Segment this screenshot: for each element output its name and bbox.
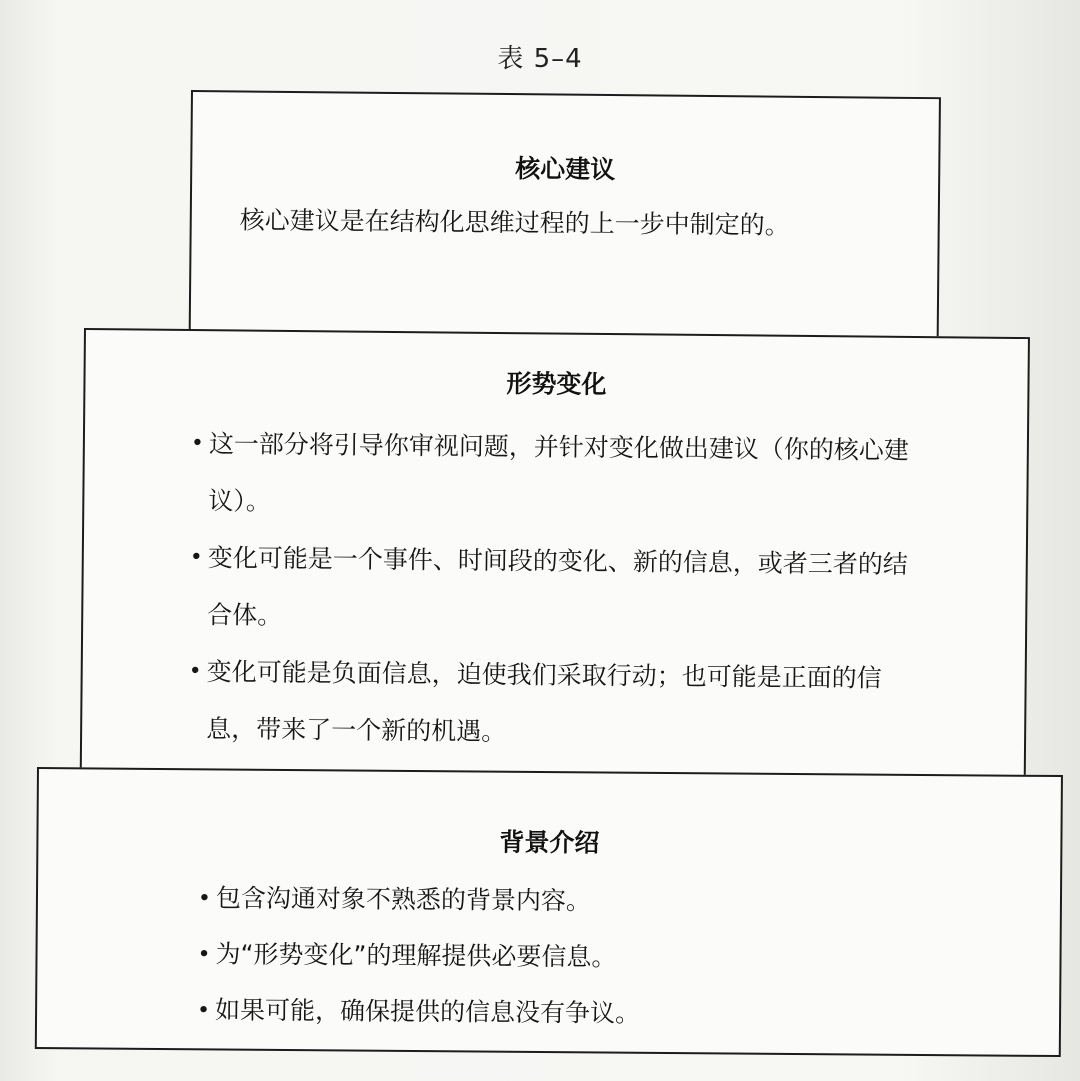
card-title: 背景介绍 bbox=[499, 827, 600, 858]
core-recommendation-card bbox=[188, 90, 940, 359]
bullet-icon: • bbox=[190, 431, 204, 457]
list-item-text: 为“形势变化”的理解提供必要信息。 bbox=[215, 939, 617, 972]
bullet-icon: • bbox=[197, 942, 211, 968]
list-item bbox=[197, 926, 957, 988]
bullet-icon: • bbox=[197, 886, 212, 912]
list-item bbox=[197, 982, 957, 1044]
list-item-text: 变化可能是负面信息，迫使我们采取行动；也可能是正面的信息，带来了一个新的机遇。 bbox=[206, 657, 882, 747]
card-title: 核心建议 bbox=[515, 154, 616, 185]
list-item-text: 变化可能是一个事件、时间段的变化、新的信息，或者三者的结合体。 bbox=[207, 543, 908, 630]
card-body-text: 核心建议是在结构化思维过程的上一步中制定的。 bbox=[239, 205, 790, 240]
card-title: 形势变化 bbox=[506, 369, 607, 400]
table-caption: 表 5–4 bbox=[497, 44, 583, 74]
list-item bbox=[190, 415, 931, 536]
bullet-icon: • bbox=[188, 659, 202, 685]
list-item bbox=[198, 870, 958, 932]
bullet-list bbox=[188, 415, 931, 764]
bullet-icon: • bbox=[189, 545, 203, 571]
list-item-text: 如果可能，确保提供的信息没有争议。 bbox=[214, 995, 641, 1028]
list-item bbox=[188, 643, 929, 764]
bullet-list bbox=[197, 870, 958, 1044]
list-item bbox=[189, 529, 930, 650]
bullet-icon: • bbox=[196, 998, 211, 1024]
background-card bbox=[35, 767, 1063, 1057]
list-item-text: 包含沟通对象不熟悉的背景内容。 bbox=[215, 883, 592, 916]
list-item-text: 这一部分将引导你审视问题，并针对变化做出建议（你的核心建议）。 bbox=[208, 429, 910, 516]
situation-change-card bbox=[79, 328, 1029, 807]
